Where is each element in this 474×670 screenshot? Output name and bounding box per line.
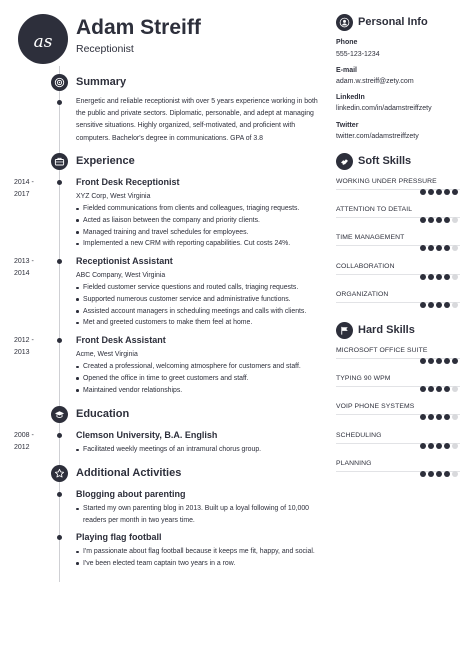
timeline-dot	[57, 180, 62, 185]
rating-dot-filled	[436, 189, 442, 195]
rating-dot-filled	[420, 245, 426, 251]
graduation-cap-icon	[51, 406, 68, 423]
rating-dot-filled	[436, 414, 442, 420]
skill-rating	[420, 358, 458, 364]
rating-dot-filled	[444, 414, 450, 420]
candidate-title: Receptionist	[76, 43, 134, 55]
target-icon	[51, 74, 68, 91]
list-item: Opened the office in time to greet customers and staff.	[76, 373, 322, 385]
rating-dot-filled	[420, 386, 426, 392]
rating-dot-filled	[444, 386, 450, 392]
skill-rating	[420, 302, 458, 308]
summary-heading: Summary	[76, 76, 127, 88]
rating-dot-empty	[452, 245, 458, 251]
activity-name: Playing flag football	[76, 532, 162, 542]
rating-dot-empty	[452, 274, 458, 280]
linkedin-value: linkedin.com/in/adamstreiffzety	[336, 105, 432, 112]
rating-dot-filled	[428, 189, 434, 195]
twitter-value: twitter.com/adamstreiffzety	[336, 133, 419, 140]
rating-dot-filled	[444, 274, 450, 280]
skill-name: ATTENTION TO DETAIL	[336, 206, 413, 214]
rating-dot-empty	[452, 217, 458, 223]
education-bullets	[76, 444, 322, 456]
rating-dot-filled	[420, 443, 426, 449]
timeline-dot	[57, 338, 62, 343]
rating-dot-filled	[420, 189, 426, 195]
rating-dot-filled	[420, 302, 426, 308]
skill-rating	[420, 443, 458, 449]
rating-dot-filled	[428, 302, 434, 308]
timeline-dot	[57, 100, 62, 105]
rating-dot-filled	[420, 274, 426, 280]
skill-rating	[420, 217, 458, 223]
rating-dot-filled	[452, 189, 458, 195]
skill-name: VOIP PHONE SYSTEMS	[336, 403, 415, 411]
job-date: 2014 - 2017	[14, 179, 34, 198]
rating-dot-filled	[436, 443, 442, 449]
rating-dot-filled	[420, 358, 426, 364]
rating-dot-filled	[420, 414, 426, 420]
education-date: 2008 - 2012	[14, 432, 34, 451]
list-item: I've been elected team captain two years in a row.	[76, 558, 322, 570]
rating-dot-filled	[452, 358, 458, 364]
rating-dot-filled	[444, 358, 450, 364]
personal-info-heading: Personal Info	[358, 16, 428, 28]
list-item: I'm passionate about flag football because it keeps me fit, happy, and social.	[76, 546, 322, 558]
skill-name: MICROSOFT OFFICE SUITE	[336, 347, 428, 354]
rating-dot-filled	[436, 471, 442, 477]
rating-dot-filled	[428, 443, 434, 449]
timeline-dot	[57, 259, 62, 264]
education-heading: Education	[76, 408, 130, 420]
job-role: Receptionist Assistant	[76, 256, 173, 266]
rating-dot-filled	[428, 358, 434, 364]
activity-name: Blogging about parenting	[76, 489, 186, 499]
rating-dot-empty	[452, 471, 458, 477]
skill-rating	[420, 386, 458, 392]
timeline-dot	[57, 535, 62, 540]
degree: Clemson University, B.A. English	[76, 430, 218, 440]
experience-heading: Experience	[76, 155, 135, 167]
avatar	[18, 14, 68, 64]
job-date: 2013 - 2014	[14, 258, 34, 277]
briefcase-icon	[51, 153, 68, 170]
rating-dot-filled	[428, 274, 434, 280]
list-item: Acted as liaison between the company and priority clients.	[76, 215, 322, 227]
skill-name: COLLABORATION	[336, 262, 395, 270]
list-item: Managed training and travel schedules for employees.	[76, 227, 322, 239]
star-icon	[51, 465, 68, 482]
email-value: adam.w.streiff@zety.com	[336, 78, 414, 85]
soft-skills-heading: Soft Skills	[358, 155, 412, 167]
list-item: Started my own parenting blog in 2013. Built up a loyal following of 10,000 readers per month in two years time.	[76, 503, 322, 527]
activity-bullets	[76, 546, 322, 570]
avatar-initials: as	[33, 32, 53, 52]
rating-dot-filled	[436, 217, 442, 223]
list-item: Assisted account managers in scheduling meetings and calls with clients.	[76, 306, 322, 318]
job-date: 2012 - 2013	[14, 337, 34, 356]
timeline-line	[59, 66, 60, 582]
linkedin-label: LinkedIn	[336, 94, 365, 101]
rating-dot-filled	[444, 302, 450, 308]
timeline-dot	[57, 433, 62, 438]
skill-rating	[420, 274, 458, 280]
summary-text: Energetic and reliable receptionist with over 5 years experience working in both the public and private sectors. Diplomatic, personable, and adept at managing sensitive situations. Highly organized, self-motivated, and proficient with computers. Bachelor's degree in communications. GPA of 3.8	[76, 98, 318, 142]
skill-name: ORGANIZATION	[336, 290, 389, 298]
rating-dot-filled	[436, 245, 442, 251]
rating-dot-empty	[452, 443, 458, 449]
job-company: Acme, West Virginia	[76, 351, 138, 358]
rating-dot-filled	[444, 471, 450, 477]
list-item: Implemented a new CRM with reporting capabilities. Cut costs 24%.	[76, 238, 322, 250]
rating-dot-filled	[428, 471, 434, 477]
list-item: Supported numerous customer service and administrative functions.	[76, 294, 322, 306]
user-icon	[336, 14, 353, 31]
rating-dot-filled	[428, 245, 434, 251]
rating-dot-filled	[428, 414, 434, 420]
rating-dot-filled	[420, 217, 426, 223]
timeline-dot	[57, 492, 62, 497]
rating-dot-filled	[444, 217, 450, 223]
skill-name: TYPING 90 WPM	[336, 375, 391, 383]
rating-dot-filled	[444, 443, 450, 449]
activity-bullets	[76, 503, 322, 527]
skill-rating	[420, 189, 458, 195]
rating-dot-filled	[444, 189, 450, 195]
rating-dot-filled	[436, 386, 442, 392]
job-bullets	[76, 203, 322, 250]
list-item: Fielded communications from clients and colleagues, triaging requests.	[76, 203, 322, 215]
twitter-label: Twitter	[336, 122, 359, 129]
job-company: XYZ Corp, West Virginia	[76, 193, 151, 200]
email-label: E-mail	[336, 67, 358, 74]
hard-skills-heading: Hard Skills	[358, 324, 415, 336]
job-bullets	[76, 282, 322, 329]
skill-name: SCHEDULING	[336, 431, 382, 439]
rating-dot-filled	[436, 302, 442, 308]
list-item: Created a professional, welcoming atmosphere for customers and staff.	[76, 361, 322, 373]
rating-dot-empty	[452, 386, 458, 392]
rating-dot-filled	[420, 471, 426, 477]
candidate-name: Adam Streiff	[76, 16, 201, 39]
job-bullets	[76, 361, 322, 396]
rating-dot-filled	[428, 386, 434, 392]
skill-name: PLANNING	[336, 459, 372, 467]
job-company: ABC Company, West Virginia	[76, 272, 166, 279]
skill-rating	[420, 245, 458, 251]
skill-rating	[420, 471, 458, 477]
list-item: Met and greeted customers to make them feel at home.	[76, 317, 322, 329]
job-role: Front Desk Receptionist	[76, 177, 180, 187]
flag-icon	[336, 322, 353, 339]
rating-dot-empty	[452, 302, 458, 308]
rating-dot-filled	[444, 245, 450, 251]
skill-name: TIME MANAGEMENT	[336, 234, 405, 242]
job-role: Front Desk Assistant	[76, 335, 166, 345]
skill-rating	[420, 414, 458, 420]
rating-dot-empty	[452, 414, 458, 420]
phone-value: 555-123-1234	[336, 51, 380, 58]
rating-dot-filled	[436, 274, 442, 280]
phone-label: Phone	[336, 39, 358, 46]
activities-heading: Additional Activities	[76, 467, 182, 479]
rating-dot-filled	[428, 217, 434, 223]
hands-icon	[336, 153, 353, 170]
list-item: Fielded customer service questions and routed calls, triaging requests.	[76, 282, 322, 294]
list-item: Maintained vendor relationships.	[76, 385, 322, 397]
skill-name: WORKING UNDER PRESSURE	[336, 178, 437, 185]
rating-dot-filled	[436, 358, 442, 364]
list-item: Facilitated weekly meetings of an intramural chorus group.	[76, 444, 322, 456]
